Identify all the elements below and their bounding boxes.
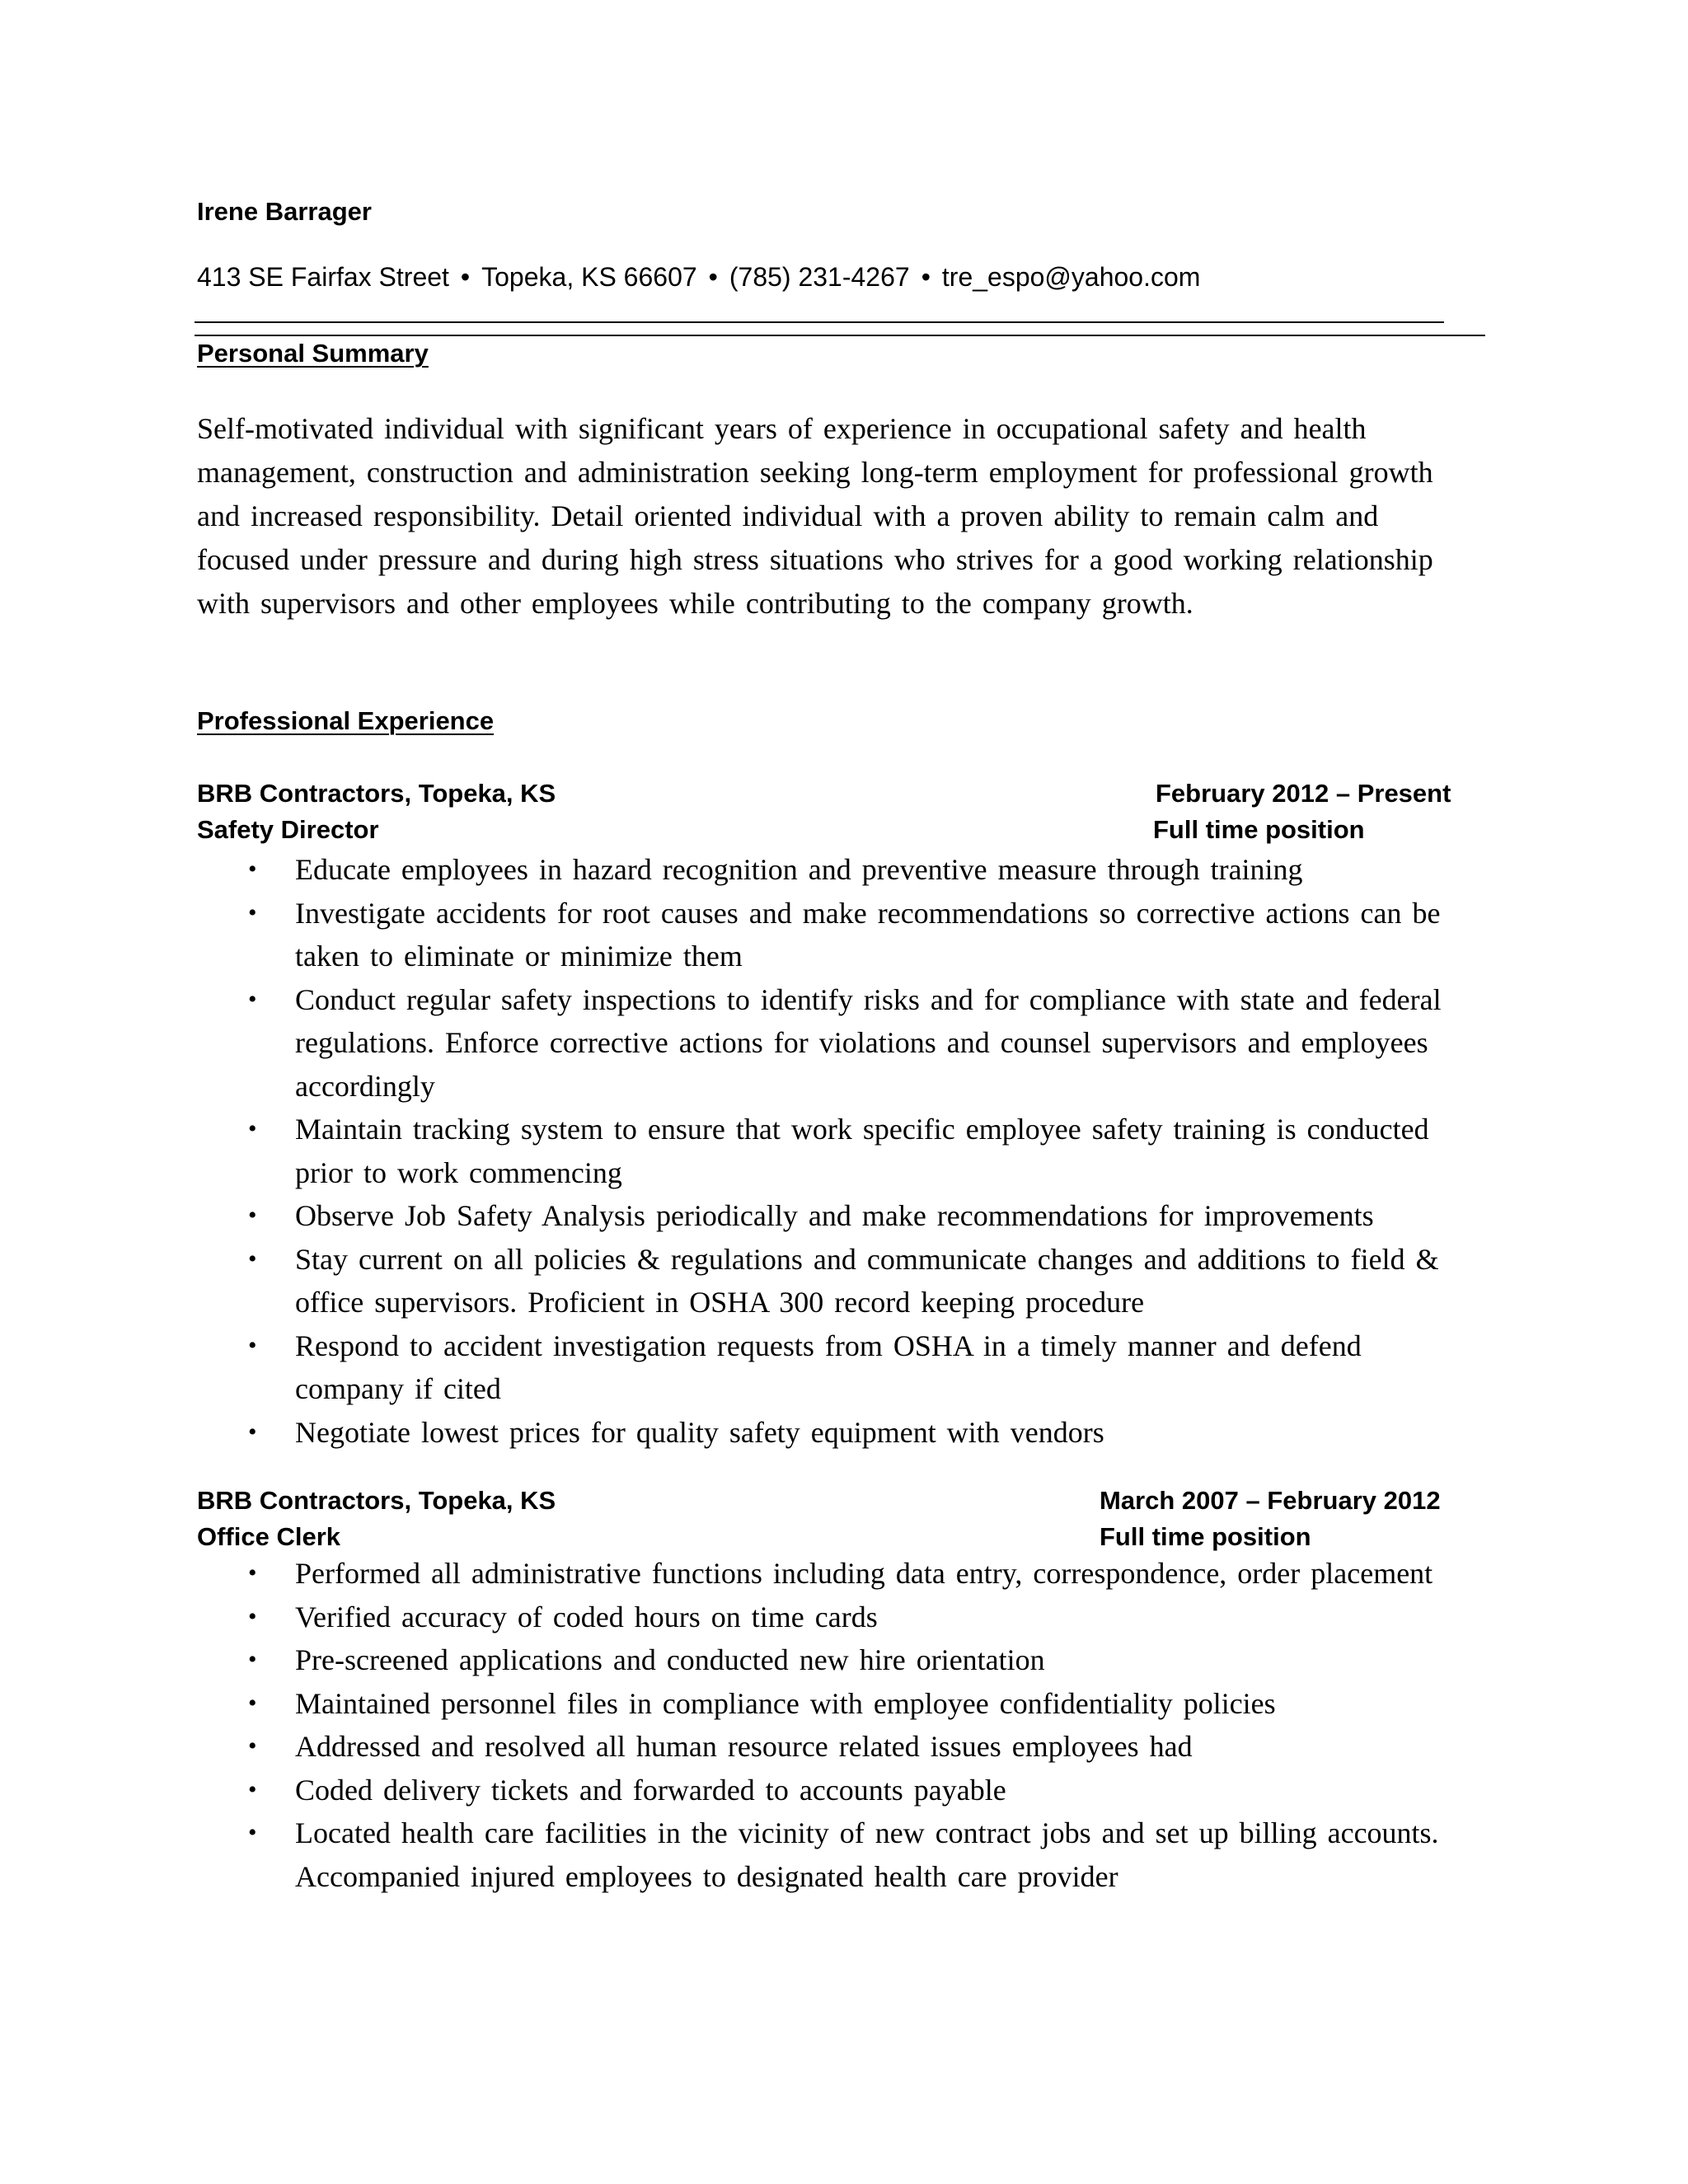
bullet-icon: • xyxy=(248,1202,257,1229)
bullet-icon: • xyxy=(248,1689,257,1717)
header-divider-top xyxy=(195,321,1444,323)
list-item: • Coded delivery tickets and forwarded to accounts payable xyxy=(197,1769,1483,1812)
job-company-row xyxy=(197,1483,1483,1519)
job-company: BRB Contractors, Topeka, KS xyxy=(197,779,556,808)
header-divider-bottom xyxy=(195,335,1485,336)
professional-experience-heading: Professional Experience xyxy=(197,706,495,735)
bullet-icon: • xyxy=(248,855,257,883)
bullet-icon: • xyxy=(248,1331,257,1359)
job-title-row xyxy=(197,1519,1483,1555)
list-item: • Located health care facilities in the vicinity of new contract jobs and set up billing accounts. Accompanied injured employees to designated health care provider xyxy=(197,1811,1483,1898)
contact-address: 413 SE Fairfax Street xyxy=(197,262,449,292)
job-dates: February 2012 – Present xyxy=(1156,779,1451,808)
contact-separator: • xyxy=(921,262,931,292)
bullet-icon: • xyxy=(248,1646,257,1673)
job-title-row xyxy=(197,812,1483,848)
job-type: Full time position xyxy=(1100,1522,1311,1551)
list-item: • Performed all administrative functions including data entry, correspondence, order placement xyxy=(197,1552,1483,1596)
job-duties-list xyxy=(197,1552,1483,1898)
job-company-row xyxy=(197,776,1483,812)
personal-summary-heading: Personal Summary xyxy=(197,339,429,368)
list-item: • Maintain tracking system to ensure that work specific employee safety training is conducted prior to work commencing xyxy=(197,1108,1483,1194)
contact-line xyxy=(197,260,1200,293)
list-item: • Respond to accident investigation requests from OSHA in a timely manner and defend company if cited xyxy=(197,1324,1483,1411)
list-item: • Conduct regular safety inspections to identify risks and for compliance with state and federal regulations. Enforce corrective actions for violations and counsel supervisors and employees accordingly xyxy=(197,978,1483,1108)
applicant-name: Irene Barrager xyxy=(197,197,372,226)
job-type: Full time position xyxy=(1153,815,1365,844)
list-item: • Observe Job Safety Analysis periodically and make recommendations for improvements xyxy=(197,1194,1483,1238)
job-company: BRB Contractors, Topeka, KS xyxy=(197,1486,556,1515)
contact-email: tre_espo@yahoo.com xyxy=(941,262,1201,292)
list-item: • Addressed and resolved all human resource related issues employees had xyxy=(197,1725,1483,1769)
bullet-icon: • xyxy=(248,1602,257,1630)
contact-separator: • xyxy=(460,262,471,292)
job-header xyxy=(197,776,1483,848)
bullet-icon: • xyxy=(248,985,257,1013)
bullet-icon: • xyxy=(248,1819,257,1846)
list-item: • Maintained personnel files in compliance with employee confidentiality policies xyxy=(197,1682,1483,1726)
list-item: • Pre-screened applications and conducted new hire orientation xyxy=(197,1638,1483,1682)
job-duties-list xyxy=(197,848,1483,1454)
list-item: • Educate employees in hazard recognition and preventive measure through training xyxy=(197,848,1483,892)
personal-summary-text: Self-motivated individual with significant years of experience in occupational safety and health management, construction and administration seeking long-term employment for professional growth and increased responsibility. Detail oriented individual with a proven ability to remain calm and focused under pressure and during high stress situations who strives for a good working relationship with supervisors and other employees while contributing to the company growth. xyxy=(197,412,1433,620)
bullet-icon: • xyxy=(248,1244,257,1272)
bullet-icon: • xyxy=(248,1115,257,1142)
bullet-icon: • xyxy=(248,898,257,926)
job-title: Office Clerk xyxy=(197,1522,341,1551)
list-item: • Stay current on all policies & regulations and communicate changes and additions to field & office supervisors. Proficient in OSHA 300 record keeping procedure xyxy=(197,1238,1483,1324)
contact-phone: (785) 231-4267 xyxy=(729,262,910,292)
list-item: • Verified accuracy of coded hours on time cards xyxy=(197,1596,1483,1639)
bullet-icon: • xyxy=(248,1418,257,1446)
bullet-icon: • xyxy=(248,1559,257,1586)
contact-separator: • xyxy=(708,262,718,292)
bullet-icon: • xyxy=(248,1775,257,1803)
bullet-icon: • xyxy=(248,1732,257,1760)
job-dates: March 2007 – February 2012 xyxy=(1100,1486,1441,1515)
list-item: • Negotiate lowest prices for quality safety equipment with vendors xyxy=(197,1411,1483,1455)
job-header xyxy=(197,1483,1483,1555)
list-item: • Investigate accidents for root causes and make recommendations so corrective actions can be taken to eliminate or minimize them xyxy=(197,892,1483,978)
job-title: Safety Director xyxy=(197,815,379,844)
contact-city: Topeka, KS 66607 xyxy=(481,262,697,292)
